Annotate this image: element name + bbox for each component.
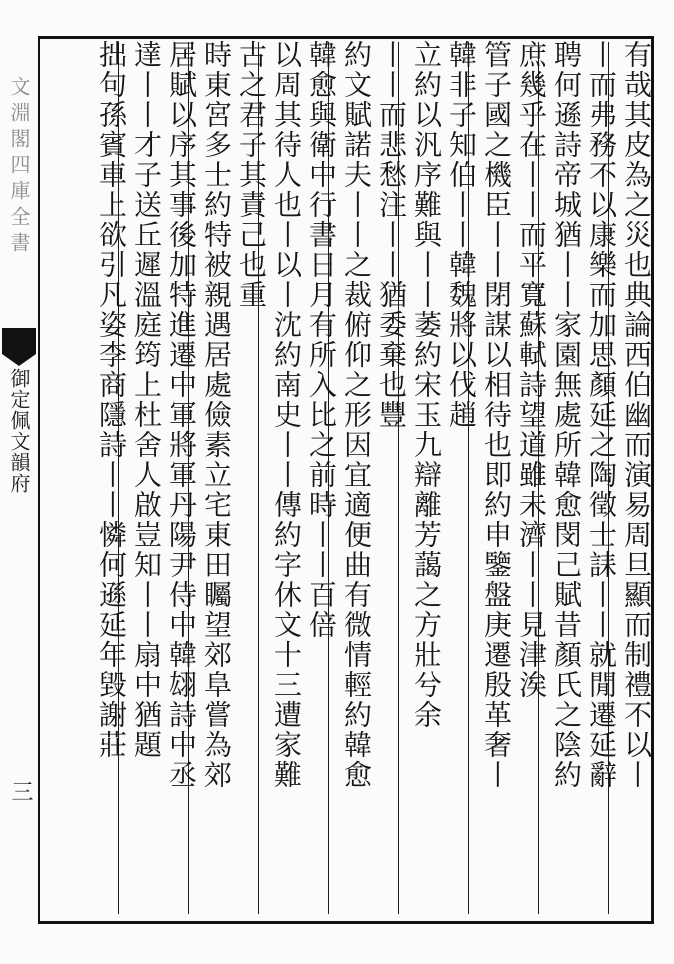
text-column: 古之君子其責己也重: [235, 40, 268, 310]
fishtail-mark-icon: [2, 328, 36, 354]
page-number: 三: [8, 780, 33, 802]
text-column: 韓愈與衛中行書日月有所入比之前時丨丨百倍: [305, 40, 338, 640]
page-margin-block-heart: [0, 36, 40, 924]
faded-collection-title: 文淵閣四庫全書: [7, 76, 31, 258]
text-column: 有哉其皮為之災也典論西伯幽而演易周旦顯而制禮不以丨: [620, 40, 653, 790]
text-column: 達丨丨才子送丘遲溫庭筠上杜舍人啟豈知丨丨扇中猶題: [130, 40, 163, 760]
text-column: 約文賦諾夫丨丨之裁俯仰之形因宜適便曲有微情輕約韓愈: [340, 40, 373, 790]
text-column: 聘何遜詩帝城猶丨丨家園無處所韓愈閔己賦昔顏氏之陰約: [550, 40, 583, 790]
text-column: 拙句孫賓車上欲引凡姿李商隱詩丨丨憐何遜延年毀謝莊: [95, 40, 128, 760]
text-column: 立約以汎序難與丨丨萎約宋玉九辯離芳藹之方壯兮余: [410, 40, 443, 730]
text-column: 居賦以序其事後加特進遷中軍將軍丹陽尹侍中韓翃詩中丞: [165, 40, 198, 790]
book-title: 御定佩文韻府: [7, 368, 31, 494]
text-column: 以周其待人也丨以丨沈約南史丨丨傳約字休文十三遭家難: [270, 40, 303, 790]
text-column: 韓非子知伯丨丨韓魏將以伐趙: [445, 40, 478, 430]
text-column: 庶幾乎在丨丨而平寬蘇軾詩望道雖未濟丨丨見津涘: [515, 40, 548, 700]
text-body: [48, 40, 653, 920]
text-column: 管子國之機臣丨丨閉謀以相待也即約申鑒盤庚遷殷革奢丨: [480, 40, 513, 790]
text-column: 時東宮多士約特被親遇居處儉素立宅東田矚望郊阜嘗為郊: [200, 40, 233, 790]
text-column: 丨丨而悲愁注丨丨猶委棄也豐: [375, 40, 408, 430]
text-column: 丨而弗務不以康樂而加思顏延之陶徵士誄丨丨就閒遷延辭: [585, 40, 618, 790]
